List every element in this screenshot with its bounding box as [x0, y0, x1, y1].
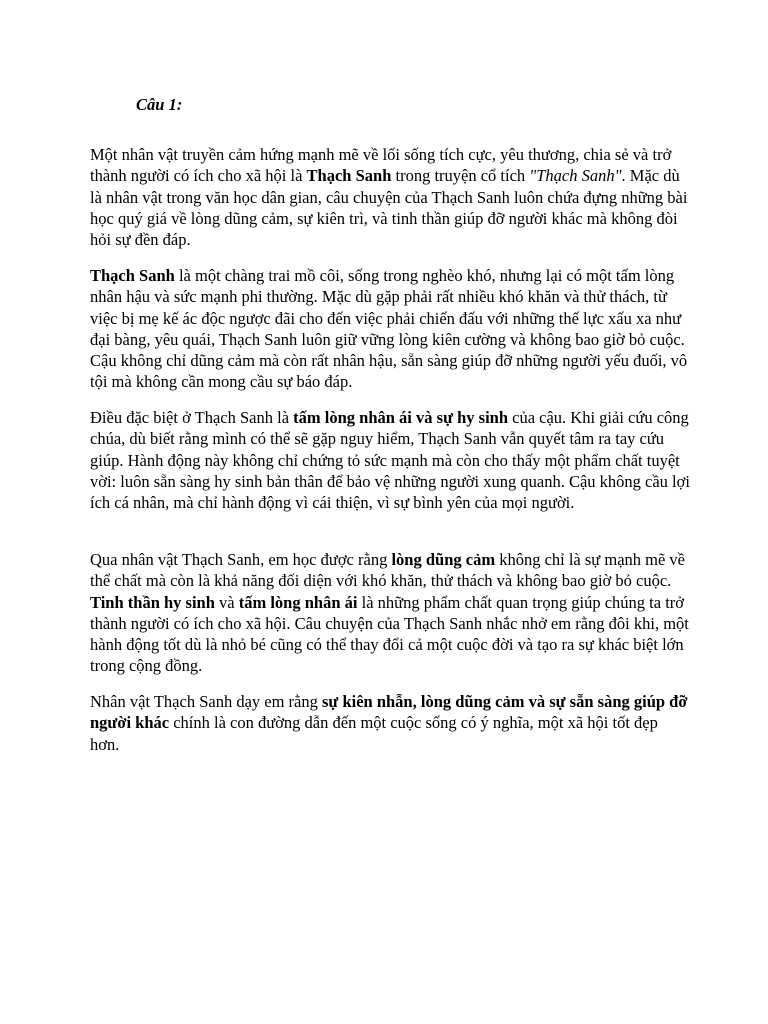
paragraph-2	[90, 265, 690, 393]
paragraph-5	[90, 691, 690, 755]
text-run: là một chàng trai mồ côi, sống trong nghèo khó, nhưng lại có một tấm lòng nhân hậu và sức mạnh phi thường. Mặc dù gặp phải rất nhiều khó khăn và thử thách, từ việc bị mẹ kế ác độc ngược đãi cho đến việc phải chiến đấu với những thế lực xấu xa như đại bàng, yêu quái, Thạch Sanh luôn giữ vững lòng kiên cường và không bao giờ bỏ cuộc. Cậu không chỉ dũng cảm mà còn rất nhân hậu, sẵn sàng giúp đỡ những người yếu đuối, vô tội mà không cần mong cầu sự báo đáp.	[90, 266, 688, 392]
text-run: Điều đặc biệt ở Thạch Sanh là	[90, 408, 294, 427]
question-heading: Câu 1:	[136, 95, 183, 114]
paragraph-1	[90, 144, 690, 250]
text-run: không chỉ là sự mạnh mẽ về thể chất mà còn là khả năng đối diện với khó khăn, thử thách và không bao giờ bỏ cuộc.	[90, 550, 686, 591]
text-run: và	[214, 592, 239, 612]
text-run-bold: lòng dũng cảm	[391, 550, 496, 569]
text-run-bold: tấm lòng nhân ái và sự hy sinh	[293, 408, 509, 427]
text-run: Một nhân vật truyền cảm hứng mạnh mẽ về lối sống tích cực, yêu thương, chia sẻ và trở thành người có ích cho xã hội là	[90, 145, 672, 186]
text-run-bold: tấm lòng nhân ái	[238, 592, 358, 612]
text-run: chính là con đường dẫn đến một cuộc sống có ý nghĩa, một xã hội tốt đẹp hơn.	[90, 713, 658, 754]
paragraph-3	[90, 407, 690, 513]
text-run-bold: Thạch Sanh	[90, 266, 175, 285]
text-run-bold: Tinh thần hy sinh	[90, 592, 215, 612]
text-run-italic: "Thạch Sanh"	[529, 166, 622, 186]
paragraph-4	[90, 549, 690, 677]
text-run: . Mặc dù là nhân vật trong văn học dân gian, câu chuyện của Thạch Sanh luôn chứa đựng những bài học quý giá về lòng dũng cảm, sự kiên trì, và tinh thần giúp đỡ người khác mà không đòi hỏi sự đền đáp.	[90, 166, 688, 250]
text-run: Nhân vật Thạch Sanh dạy em rằng	[90, 692, 322, 711]
text-run-bold: sự kiên nhẫn, lòng dũng cảm và sự sẵn sàng giúp đỡ người khác	[90, 692, 688, 733]
text-run-bold: Thạch Sanh	[306, 166, 392, 186]
text-run: trong truyện cổ tích	[391, 166, 530, 186]
text-run: Qua nhân vật Thạch Sanh, em học được rằng	[90, 550, 392, 569]
text-run: của cậu. Khi giải cứu công chúa, dù biết rằng mình có thể sẽ gặp nguy hiểm, Thạch Sanh vẫn quyết tâm ra tay cứu giúp. Hành động này không chỉ chứng tỏ sức mạnh mà còn cho thấy một phẩm chất tuyệt vời: luôn sẵn sàng hy sinh bản thân để bảo vệ những người xung quanh. Cậu không cầu lợi ích cá nhân, mà chỉ hành động vì cái thiện, vì sự bình yên của mọi người.	[90, 408, 690, 513]
text-run: là những phẩm chất quan trọng giúp chúng ta trở thành người có ích cho xã hội. Câu chuyện của Thạch Sanh nhắc nhở em rằng đôi khi, một hành động tốt dù là nhỏ bé cũng có thể thay đổi cả một cuộc đời và tạo ra sự khác biệt lớn trong cộng đồng.	[90, 592, 689, 676]
